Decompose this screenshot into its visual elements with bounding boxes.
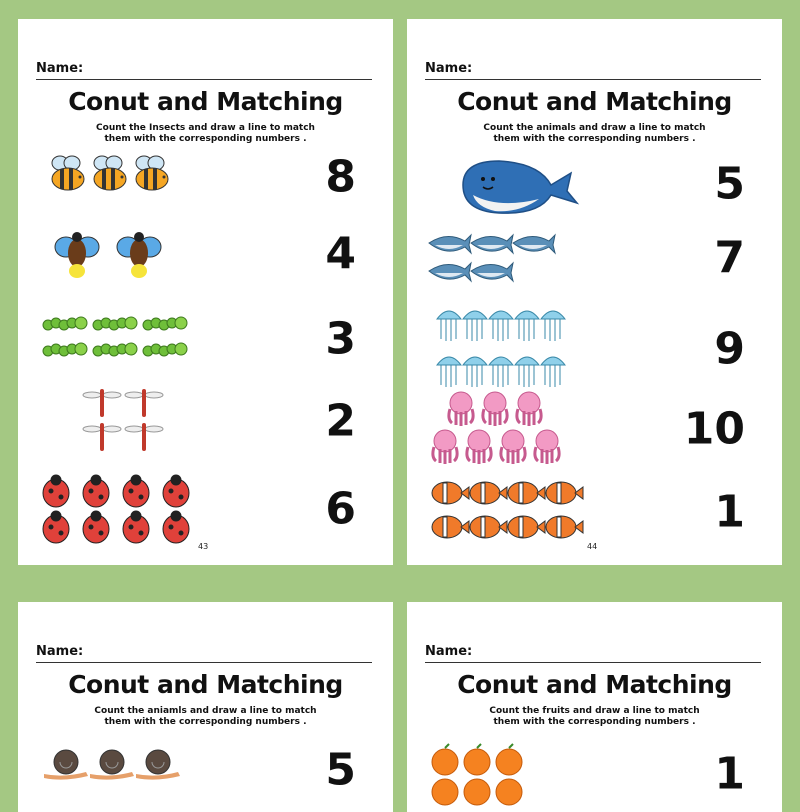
orange-icon (496, 779, 522, 805)
shark-icon (471, 263, 513, 281)
instruction-line-2: them with the corresponding numbers . (104, 134, 307, 144)
octopus-icon (501, 430, 525, 464)
caterpillar-icon (143, 317, 187, 330)
orange-icon (496, 744, 522, 775)
ladybug-icon (163, 511, 189, 543)
instruction-line-2: them with the corresponding numbers . (104, 717, 307, 727)
instruction-line-1: Count the animals and draw a line to match (483, 123, 706, 133)
ladybug-icon (123, 511, 149, 543)
caterpillar-icon (143, 343, 187, 356)
instructions (447, 706, 742, 728)
bee-icon (94, 156, 126, 190)
matching-row (427, 225, 767, 291)
orange-icon (464, 744, 490, 775)
whale-icon (463, 161, 577, 213)
firefly-icon (55, 232, 99, 278)
jellyfish-icon (463, 357, 487, 387)
shark-icon (429, 235, 471, 253)
worksheet-title: Conut and Matching (68, 670, 343, 699)
snail-group (38, 742, 228, 798)
matching-row (38, 381, 378, 461)
jellyfish-icon (541, 311, 565, 341)
jellyfish-icon (515, 311, 539, 341)
whale-group (427, 149, 617, 219)
ladybug-icon (123, 475, 149, 507)
matching-row (38, 471, 378, 547)
name-field[interactable] (425, 57, 761, 80)
dragonfly-icon (83, 423, 121, 451)
instruction-line-1: Count the fruits and draw a line to match (489, 706, 700, 716)
caterpillar-group (38, 309, 228, 369)
shark-group (427, 225, 617, 291)
bee-icon (52, 156, 84, 190)
name-label: Name: (36, 61, 84, 76)
page-number: 44 (587, 542, 598, 551)
caterpillar-icon (93, 317, 137, 330)
clownfish-icon (432, 482, 469, 504)
worksheet-fruits (407, 602, 782, 812)
ladybug-icon (83, 475, 109, 507)
worksheet-title: Conut and Matching (457, 670, 732, 699)
orange-icon (464, 779, 490, 805)
instruction-line-1: Count the Insects and draw a line to match (96, 123, 315, 133)
jellyfish-icon (489, 311, 513, 341)
match-number: 7 (714, 232, 745, 284)
clownfish-icon (546, 482, 583, 504)
snail-icon (44, 750, 88, 780)
match-number: 4 (325, 228, 356, 280)
worksheet-snails (18, 602, 393, 812)
match-number: 6 (325, 483, 356, 535)
instructions (58, 706, 353, 728)
firefly-group (38, 219, 228, 289)
matching-row (38, 742, 378, 798)
shark-icon (429, 263, 471, 281)
instruction-line-1: Count the aniamls and draw a line to match (94, 706, 317, 716)
snail-icon (136, 750, 180, 780)
clownfish-icon (470, 516, 507, 538)
shark-icon (513, 235, 555, 253)
matching-row (427, 389, 767, 469)
clownfish-icon (546, 516, 583, 538)
worksheet-page-43 (18, 19, 393, 565)
worksheet-title: Conut and Matching (457, 87, 732, 116)
clownfish-icon (508, 516, 545, 538)
orange-group (427, 742, 617, 812)
clownfish-group (427, 477, 617, 547)
match-number: 10 (683, 403, 745, 455)
octopus-icon (433, 430, 457, 464)
jellyfish-icon (437, 311, 461, 341)
clownfish-icon (470, 482, 507, 504)
jellyfish-icon (541, 357, 565, 387)
ladybug-icon (43, 511, 69, 543)
ladybug-icon (163, 475, 189, 507)
octopus-group (427, 389, 617, 469)
instruction-line-2: them with the corresponding numbers . (493, 134, 696, 144)
match-number: 1 (714, 486, 745, 538)
page-number: 43 (198, 542, 209, 551)
match-number: 9 (714, 323, 745, 375)
octopus-icon (467, 430, 491, 464)
matching-row (427, 477, 767, 547)
dragonfly-icon (83, 389, 121, 417)
name-label: Name: (425, 644, 473, 659)
jellyfish-icon (463, 311, 487, 341)
bee-group (38, 149, 228, 205)
matching-row (427, 149, 767, 219)
worksheet-title: Conut and Matching (68, 87, 343, 116)
jellyfish-group (427, 303, 617, 395)
dragonfly-icon (125, 423, 163, 451)
octopus-icon (449, 392, 473, 426)
matching-row (427, 742, 767, 812)
matching-row (38, 149, 378, 205)
dragonfly-group (38, 381, 228, 461)
name-field[interactable] (36, 57, 372, 80)
match-number: 5 (325, 744, 356, 796)
shark-icon (471, 235, 513, 253)
caterpillar-icon (43, 343, 87, 356)
match-number: 3 (325, 313, 356, 365)
octopus-icon (535, 430, 559, 464)
orange-icon (432, 779, 458, 805)
bee-icon (136, 156, 168, 190)
worksheet-page-44 (407, 19, 782, 565)
caterpillar-icon (43, 317, 87, 330)
octopus-icon (483, 392, 507, 426)
orange-icon (432, 744, 458, 775)
clownfish-icon (432, 516, 469, 538)
name-field[interactable] (425, 640, 761, 663)
match-number: 2 (325, 395, 356, 447)
match-number: 5 (714, 158, 745, 210)
instructions (58, 123, 353, 145)
matching-row (38, 309, 378, 369)
snail-icon (90, 750, 134, 780)
jellyfish-icon (515, 357, 539, 387)
jellyfish-icon (489, 357, 513, 387)
name-field[interactable] (36, 640, 372, 663)
matching-row (427, 303, 767, 395)
caterpillar-icon (93, 343, 137, 356)
jellyfish-icon (437, 357, 461, 387)
name-label: Name: (425, 61, 473, 76)
clownfish-icon (508, 482, 545, 504)
dragonfly-icon (125, 389, 163, 417)
firefly-icon (117, 232, 161, 278)
match-number: 1 (714, 748, 745, 800)
instruction-line-2: them with the corresponding numbers . (493, 717, 696, 727)
instructions (447, 123, 742, 145)
name-label: Name: (36, 644, 84, 659)
match-number: 8 (325, 151, 356, 203)
ladybug-group (38, 471, 228, 547)
octopus-icon (517, 392, 541, 426)
ladybug-icon (83, 511, 109, 543)
matching-row (38, 219, 378, 289)
ladybug-icon (43, 475, 69, 507)
